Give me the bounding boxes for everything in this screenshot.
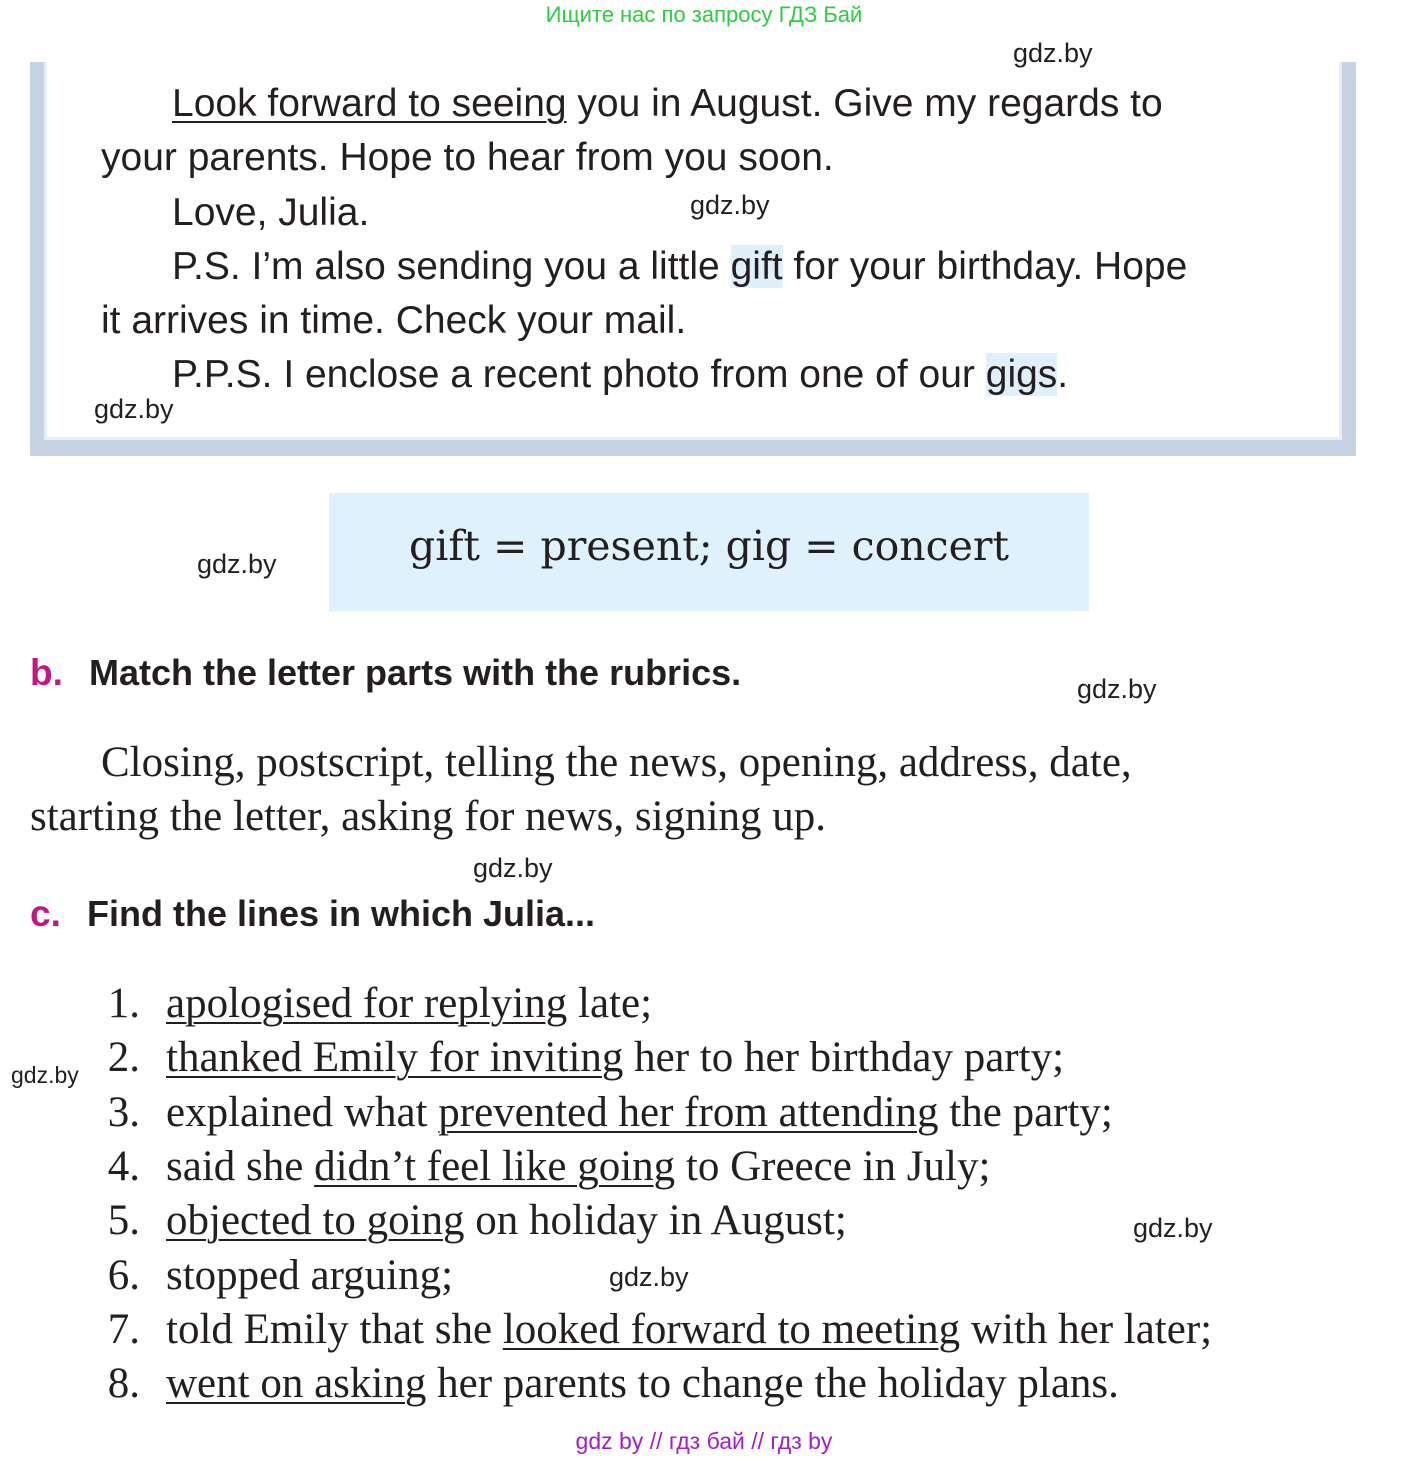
list-item-text: late; (567, 980, 653, 1027)
letter-line-3: Love, Julia. (172, 191, 370, 234)
watermark: gdz.by (11, 1062, 79, 1088)
letter-line-4 (172, 247, 1187, 286)
watermark: gdz.by (1013, 38, 1093, 68)
list-item-number: 3. (107, 1089, 140, 1136)
list-item-underlined-phrase: prevented her from attending (438, 1089, 939, 1136)
task-c-title: Find the lines in which Julia... (87, 893, 596, 934)
list-item-number: 8. (107, 1360, 140, 1407)
watermark: gdz.by (473, 853, 553, 883)
task-b-line-1: Closing, postscript, telling the news, opening, address, date, (101, 739, 1132, 786)
list-item-text: told Emily that she (166, 1306, 503, 1353)
task-c-letter: c. (30, 893, 61, 934)
list-item-number: 1. (107, 980, 140, 1027)
highlight-gigs: gigs (985, 353, 1058, 396)
letter-line-6 (172, 355, 1068, 394)
task-b-letter: b. (30, 652, 63, 693)
list-item-number: 4. (107, 1143, 140, 1190)
letter-line-2: your parents. Hope to hear from you soon. (101, 136, 834, 179)
watermark: gdz.by (197, 549, 277, 579)
list-item-text: her to her birthday party; (623, 1034, 1065, 1081)
list-item (166, 1036, 1064, 1079)
list-item-text: with her later; (960, 1306, 1213, 1353)
task-b-line-2: starting the letter, asking for news, signing up. (30, 793, 827, 840)
list-item-text: explained what (166, 1089, 439, 1136)
list-item-text: to Greece in July; (675, 1143, 991, 1190)
letter-line-1-underlined: Look forward to seeing (172, 82, 567, 125)
list-item-text: the party; (938, 1089, 1113, 1136)
watermark: gdz.by (609, 1262, 689, 1292)
list-item (166, 982, 652, 1025)
letter-line-5: it arrives in time. Check your mail. (101, 299, 687, 342)
list-item (166, 1362, 1119, 1405)
letter-line-1 (172, 84, 1163, 123)
list-item-text: stopped arguing; (166, 1252, 454, 1299)
list-item-number: 7. (107, 1306, 140, 1353)
letter-line-6-pre: P.P.S. I enclose a recent photo from one of our (172, 353, 986, 396)
letter-line-4-post: for your birthday. Hope (782, 245, 1188, 288)
task-b-title: Match the letter parts with the rubrics. (89, 652, 742, 693)
list-item-text: on holiday in August; (464, 1197, 847, 1244)
watermark: gdz.by (1133, 1213, 1213, 1243)
list-item-text: her parents to change the holiday plans. (426, 1360, 1119, 1407)
watermark: gdz.by (94, 394, 174, 424)
list-item-number: 6. (107, 1252, 140, 1299)
list-item (166, 1145, 990, 1188)
list-item-underlined-phrase: objected to going (166, 1197, 465, 1244)
list-item-underlined-phrase: looked forward to meeting (502, 1306, 961, 1353)
list-item (166, 1091, 1113, 1134)
watermark: gdz.by (690, 190, 770, 220)
watermark: gdz.by (1077, 674, 1157, 704)
vocabulary-note-box (329, 493, 1089, 611)
vocabulary-note: gift = present; gig = concert (409, 522, 1009, 570)
list-item-text: said she (166, 1143, 315, 1190)
letter-line-6-post: . (1057, 353, 1069, 396)
list-item-number: 5. (107, 1197, 140, 1244)
list-item-underlined-phrase: went on asking (166, 1360, 427, 1407)
list-item-underlined-phrase: didn’t feel like going (314, 1143, 676, 1190)
highlight-gift: gift (730, 245, 783, 288)
list-item-underlined-phrase: apologised for replying (166, 980, 568, 1027)
list-item-number: 2. (107, 1034, 140, 1081)
letter-line-1-rest: you in August. Give my regards to (566, 82, 1163, 125)
letter-line-4-pre: P.S. I’m also sending you a little (172, 245, 731, 288)
list-item-underlined-phrase: thanked Emily for inviting (166, 1034, 624, 1081)
list-item (166, 1308, 1212, 1351)
footer-links: gdz by // гдз бай // гдз by (575, 1428, 833, 1454)
search-banner: Ищите нас по запросу ГДЗ Бай (545, 2, 863, 27)
list-item (166, 1254, 453, 1297)
list-item (166, 1199, 847, 1242)
